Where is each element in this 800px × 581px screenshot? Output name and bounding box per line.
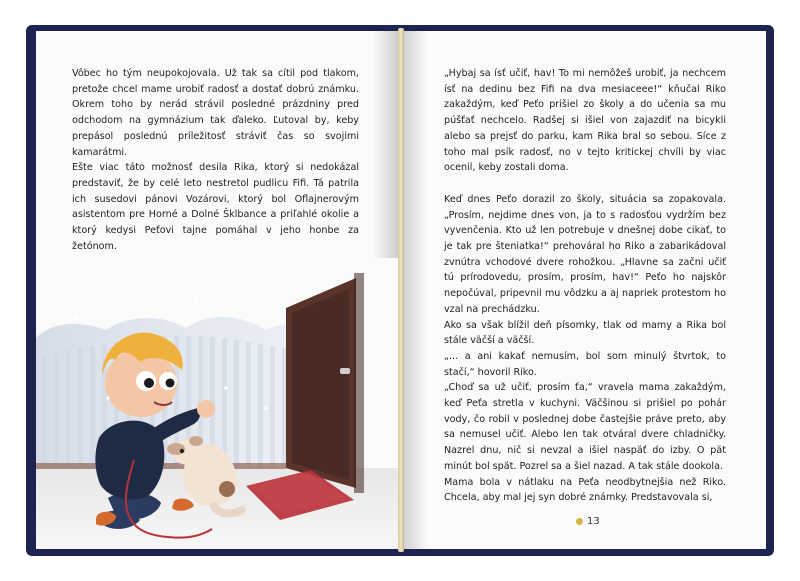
paragraph-gap: [444, 176, 726, 192]
right-paragraph-5: „Choď sa už učiť, prosím ťa,“ vravela mama zakaždým, keď Peťa stretla v kuchyni. Väčšinou si prišiel po pohár vody, čo robil v poslednej dobe častejšie práve preto, aby sa nemusel učiť. Alebo len tak otváral dvere chladničky. Nazrel dnu, nič si nevzal a išiel naspäť do izby. O pät minút bol spät. Pozrel sa a šiel nazad. A tak stále dookola.: [444, 382, 726, 472]
door-handle: [340, 368, 350, 374]
left-paragraph-1: Vôbec ho tým neupokojovala. Už tak sa cítil pod tlakom, pretože chcel mame urobiť radosť a dostať dobrú známku. Okrem toho by nerád strávil posledné prázdniny pred odchodom na gymnázium tak ďaleko. Ľutoval by, keby prepásol poslednú príležitosť stráviť čas so svojimi kamarátmi.: [72, 68, 359, 158]
page-number: [576, 516, 600, 527]
book-spine: [398, 28, 404, 552]
right-paragraph-2: Keď dnes Peťo dorazil zo školy, situácia sa zopakovala. „Prosím, nejdime dnes von, ja to s radosťou vydržím bez vyvenčenia. Kto už len potrebuje v dnešnej dobe cikať, to je tak pre šteniatka!“ prehováral ho Riko a zabarikádoval zvnútra vchodové dvere rohožkou. „Hlavne sa začni učiť tú prírodovedu, prosím, prosím, hav!“ Peťo ho najskôr nepočúval, pripevnil mu vôdzku a aj napriek protestom ho vzal na prechádzku.: [444, 193, 726, 315]
right-paragraph-3: Ako sa však blížil deň písomky, tlak od mamy a Rika bol stále väčší a väčší.: [444, 319, 726, 347]
right-paragraph-1: „Hybaj sa ísť učiť, hav! To mi nemôžeš urobiť, ja nechcem ísť na dedinu bez Fifi na dva mesiaceee!“ kňučal Riko zakaždým, keď Peťo prišiel zo školy a do učenia sa mu púšťať nechcelo. Radšej si išiel von zajazdiť na bicykli alebo sa prejsť do parku, kam Rika bral so sebou. Síce z toho mal psík radosť, no v tejto kritickej chvíli by viac ocenil, keby zostali doma.: [444, 68, 726, 174]
story-illustration: [36, 258, 398, 549]
right-gutter-shadow: [402, 31, 428, 549]
right-page-text: [444, 66, 726, 506]
boy-hand: [197, 400, 215, 418]
page-number-text: 13: [587, 516, 600, 527]
left-page-text: [72, 66, 359, 254]
right-paragraph-6: Mama bola v nátlaku na Peťa neodbytnejšia než Riko. Chcela, aby mal jej syn dobré známky. Predstavovala si,: [444, 476, 726, 504]
door: [286, 273, 364, 493]
illustration-svg: [36, 258, 398, 549]
gold-dot-icon: [576, 518, 583, 525]
left-paragraph-2: Ešte viac táto možnosť desila Rika, ktorý si nedokázal predstaviť, že by celé leto nestretol pudlicu Fifi. Tá patrila ich susedovi pánovi Vozárovi, ktorý bol Oflajnerovým asistentom pre Horné a Dolné Šklbance a priľahlé okolie a ktorý kedysi Peťovi tajne pomáhal v jeho honbe za žetónom.: [72, 162, 359, 252]
right-paragraph-4: „... a ani kakať nemusím, bol som minulý štvrtok, to stačí,“ hovoril Riko.: [444, 350, 726, 378]
